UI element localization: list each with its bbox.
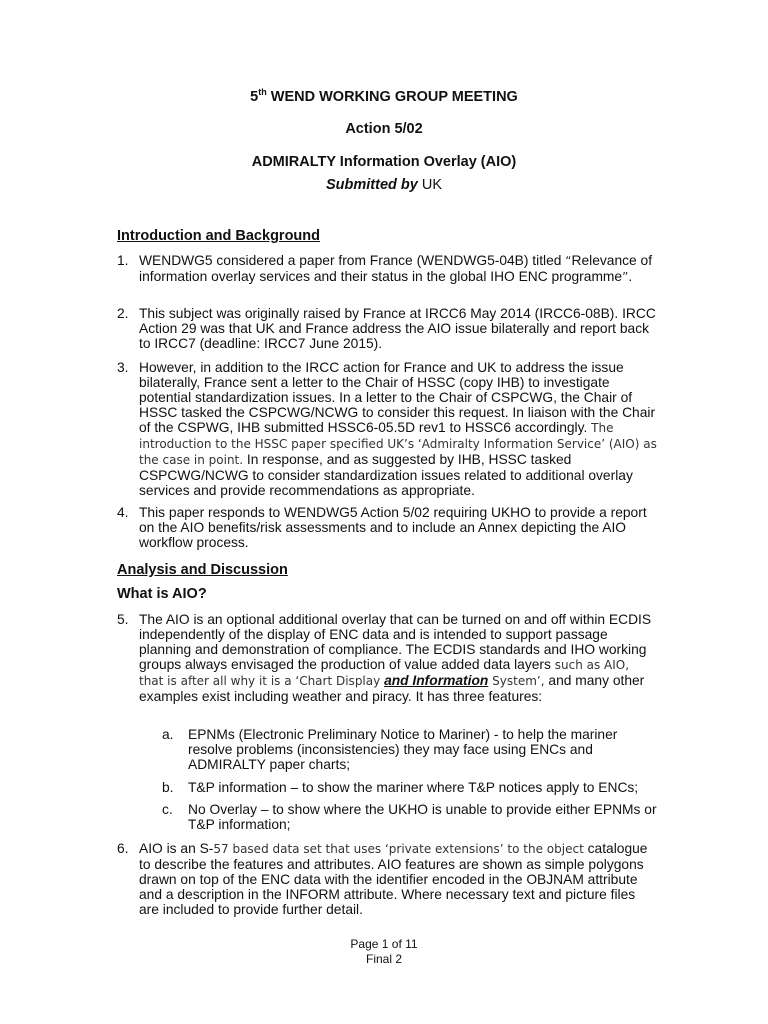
list-item-b	[162, 780, 662, 795]
paragraph-1	[117, 253, 657, 285]
meeting-heading	[0, 87, 768, 105]
private-extensions-text: 57 based data set that uses ‘private extensions’ to the object	[213, 842, 584, 856]
list-item-c	[162, 802, 662, 832]
subheading-what-is-aio: What is AIO?	[117, 586, 207, 602]
meeting-superscript: th	[258, 87, 267, 97]
chart-display-text: such as AIO, that is after all why it is a ‘Chart Display	[139, 658, 630, 688]
list-item-a	[162, 727, 662, 772]
paper-title: Relevance of information overlay services and their status in the global IHO ENC programme	[139, 253, 653, 284]
paragraph-text-cont: and many other examples exist including weather and piracy. It has three features:	[139, 673, 645, 704]
list-item-text: No Overlay – to show where the UKHO is unable to provide either EPNMs or T&P information;	[188, 802, 657, 832]
meeting-title: WEND WORKING GROUP MEETING	[266, 88, 518, 105]
meeting-number: 5	[250, 88, 259, 105]
paragraph-number: 6.	[117, 841, 129, 856]
section-heading-analysis: Analysis and Discussion	[117, 562, 288, 578]
paragraph-3	[117, 360, 657, 498]
list-item-text: EPNMs (Electronic Preliminary Notice to Mariner) - to help the mariner resolve problems (inconsistencies) they may face using ENCs and ADMIRALTY paper charts;	[188, 727, 618, 772]
period: .	[628, 269, 633, 284]
paragraph-number: 1.	[117, 253, 129, 268]
paragraph-text-cont: catalogue to describe the features and attributes. AIO features are shown as simple polygons drawn on top of the ENC data with the identifier encoded in the OBJNAM attribute and a description in the INFORM attribute. Where necessary text and picture files are included to provide further detail.	[139, 841, 648, 917]
paragraph-number: 2.	[117, 306, 129, 321]
list-marker: a.	[162, 727, 174, 742]
paragraph-text: This paper responds to WENDWG5 Action 5/02 requiring UKHO to provide a report on the AIO benefits/risk assessments and to include an Annex depicting the AIO workflow process.	[139, 505, 647, 550]
paragraph-text: This subject was originally raised by France at IRCC6 May 2014 (IRCC6-08B). IRCC Action 29 was that UK and France address the AIO issue bilaterally and report back to IRCC7 (deadline: IRCC7 June 2015).	[139, 306, 656, 351]
paragraph-number: 4.	[117, 505, 129, 520]
and-information-emphasis: and Information	[384, 673, 489, 688]
paragraph-text: AIO is an S-	[139, 841, 214, 856]
paragraph-text: However, in addition to the IRCC action for France and UK to address the issue bilaterally, France sent a letter to the Chair of HSSC (copy IHB) to investigate potential standardization issues. In a letter to the Chair of CSPCWG, the Chair of HSSC tasked the CSPCWG/NCWG to consider this request. In liaison with the Chair of the CSPWG, IHB submitted HSSC6-05.5D rev1 to HSSC6 accordingly.	[139, 360, 656, 435]
paragraph-text: WENDWG5 considered a paper from France (WENDWG5-04B) titled	[139, 253, 566, 268]
hssc-intro-text: The introduction to the HSSC paper specified UK’s ‘Admiralty Information Service’ (AIO) as the case in point.	[139, 421, 657, 467]
list-item-text: T&P information – to show the mariner where T&P notices apply to ENCs;	[188, 780, 639, 795]
action-heading: Action 5/02	[345, 121, 423, 137]
list-marker: c.	[162, 802, 173, 817]
section-heading-intro: Introduction and Background	[117, 228, 320, 244]
paragraph-4	[117, 505, 657, 550]
paragraph-number: 3.	[117, 360, 129, 375]
paragraph-5	[117, 612, 657, 704]
paragraph-6	[117, 841, 657, 917]
close-quote: ”	[622, 270, 629, 284]
document-status: Final 2	[365, 952, 403, 966]
paragraph-text: The AIO is an optional additional overlay that can be turned on and off within ECDIS independently of the display of ENC data and is intended to support passage planning and demonstration of compliance. The ECDIS standards and IHO working groups always envisaged the production of value added data layers	[139, 612, 652, 672]
list-marker: b.	[162, 780, 174, 795]
paragraph-text-cont: In response, and as suggested by IHB, HSSC tasked CSPCWG/NCWG to consider standardization issues related to additional overlay services and provide recommendations as appropriate.	[139, 452, 633, 498]
document-title: ADMIRALTY Information Overlay (AIO)	[251, 154, 517, 170]
submitter: UK	[417, 177, 442, 193]
submitted-by-line	[0, 177, 768, 193]
open-quote: “	[565, 254, 572, 268]
paragraph-2	[117, 306, 657, 351]
paragraph-number: 5.	[117, 612, 129, 627]
submitted-by-label: Submitted by	[325, 177, 418, 193]
system-text: System’,	[492, 674, 545, 688]
page-number: Page 1 of 11	[350, 937, 418, 951]
